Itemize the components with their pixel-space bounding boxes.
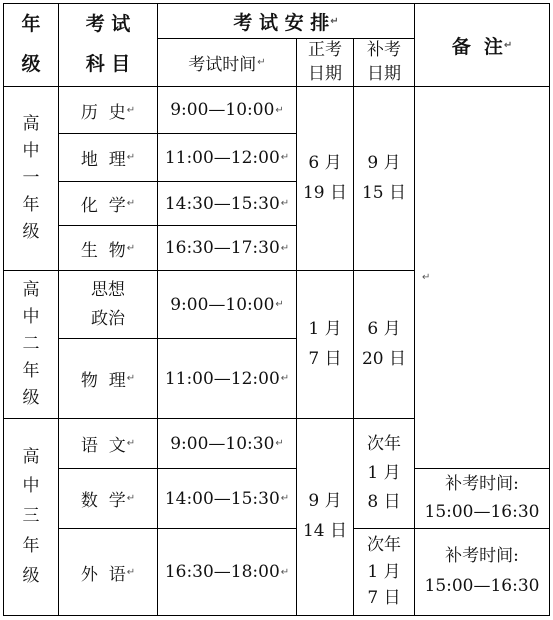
- exam-time-header: 考试时间 ↵: [188, 55, 266, 75]
- remarks-empty-cell: ↵: [422, 272, 431, 283]
- exam-time-cell: 16:30—18:00 ↵: [164, 562, 290, 582]
- makeup-date-grade-3-b: 次年 1 月 7 日: [367, 535, 401, 609]
- subject-header: 考 试 科 目: [85, 13, 131, 75]
- main-date-grade-1: 6 月 19 日: [302, 152, 348, 203]
- subject-cell: 外 语 ↵: [80, 564, 136, 585]
- makeup-date-grade-2: 6 月 20 日: [361, 318, 407, 369]
- main-date-header: 正考 日期: [308, 39, 342, 84]
- makeup-date-grade-1: 9 月 15 日: [361, 152, 407, 203]
- subject-cell: 地 理 ↵: [80, 150, 136, 170]
- grade-3-name: 高 中 三 年 级: [22, 446, 40, 586]
- subject-cell: 数 学 ↵: [80, 491, 136, 511]
- remark-makeup-time-1: 补考时间: 15:00—16:30: [424, 474, 540, 522]
- subject-cell: 生 物 ↵: [80, 240, 136, 261]
- exam-time-cell: 11:00—12:00 ↵: [164, 368, 290, 389]
- exam-time-cell: 9:00—10:00 ↵: [170, 100, 284, 120]
- subject-cell: 语 文 ↵: [80, 436, 136, 456]
- remark-makeup-time-2: 补考时间: 15:00—16:30: [424, 546, 540, 596]
- subject-cell: 化 学 ↵: [80, 196, 136, 216]
- exam-time-cell: 14:00—15:30 ↵: [164, 488, 290, 509]
- schedule-header: 考 试 安 排 ↵: [233, 11, 339, 34]
- rule-bottom: [3, 615, 550, 616]
- rule-right: [549, 3, 550, 616]
- makeup-date-grade-3-a: 次年 1 月 8 日: [367, 434, 401, 512]
- makeup-date-header: 补考 日期: [367, 39, 401, 84]
- subject-cell: 历 史 ↵: [80, 102, 136, 123]
- exam-time-cell: 9:00—10:00 ↵: [170, 294, 284, 315]
- subject-cell: 物 理 ↵: [80, 371, 136, 391]
- grade-header: 年 级: [21, 13, 41, 75]
- grade-2-name: 高 中 二 年 级: [22, 280, 40, 408]
- exam-time-cell: 14:30—15:30 ↵: [164, 193, 290, 214]
- remarks-header: 备 注 ↵: [451, 35, 513, 58]
- main-date-grade-2: 1 月 7 日: [308, 318, 342, 369]
- subject-cell: 思想 政治: [91, 279, 125, 329]
- main-date-grade-3: 9 月 14 日: [302, 491, 348, 541]
- exam-time-cell: 9:00—10:30 ↵: [170, 433, 284, 454]
- grade-1-name: 高 中 一 年 级: [22, 114, 40, 242]
- exam-time-cell: 11:00—12:00 ↵: [164, 147, 290, 168]
- exam-time-cell: 16:30—17:30 ↵: [164, 238, 290, 258]
